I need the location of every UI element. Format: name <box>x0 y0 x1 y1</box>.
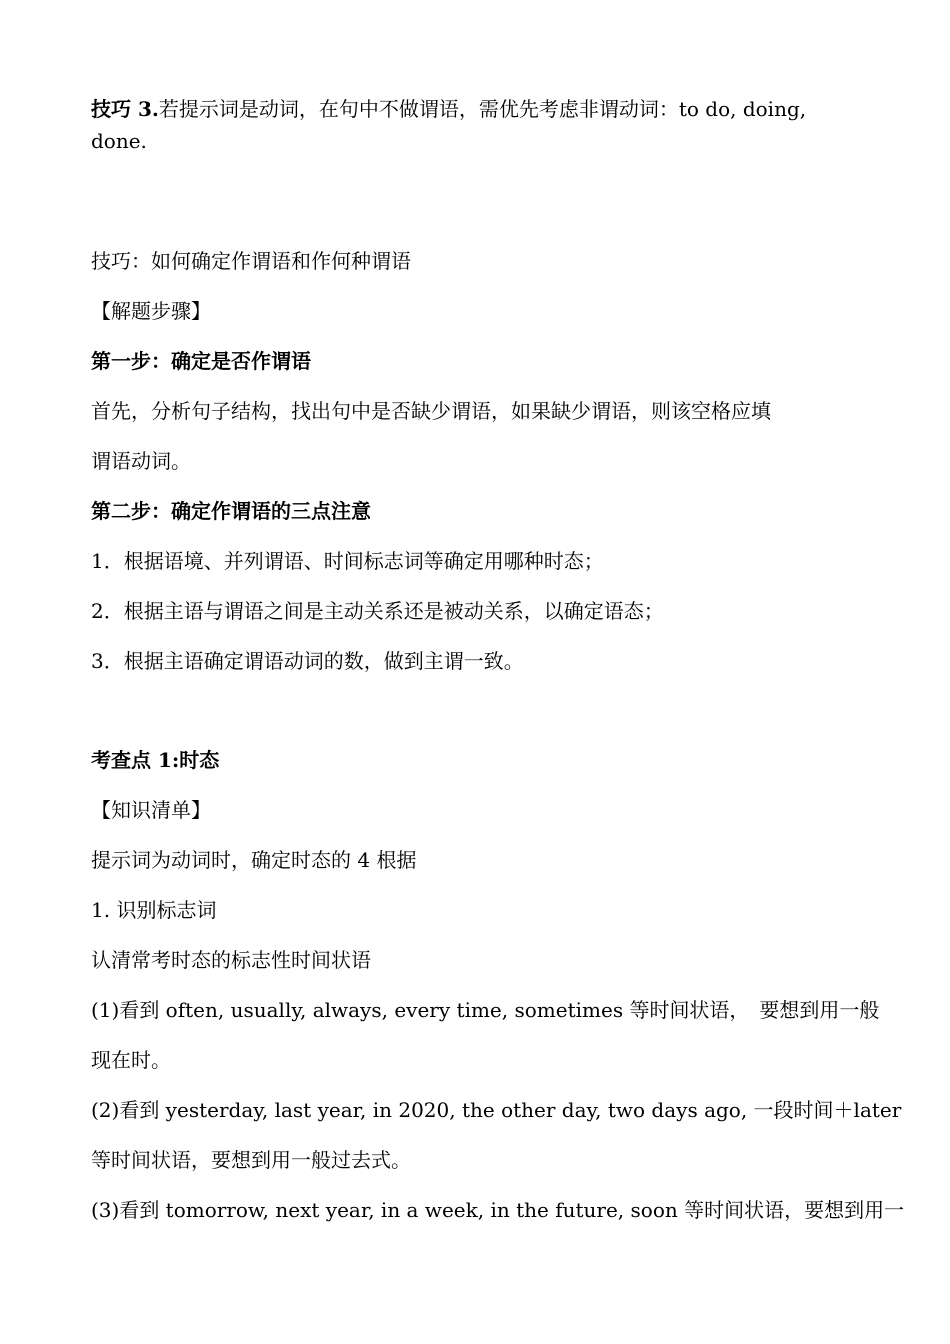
steps-header: 【解题步骤】 <box>91 299 211 323</box>
step2-title: 第二步：确定作谓语的三点注意 <box>91 499 371 523</box>
section-title: 技巧：如何确定作谓语和作何种谓语 <box>91 249 411 273</box>
point1-title: 考查点 1:时态 <box>91 748 220 772</box>
tip3-line2: done. <box>91 129 147 153</box>
step1-title: 第一步：确定是否作谓语 <box>91 349 311 373</box>
sub1-desc: 认清常考时态的标志性时间状语 <box>91 948 371 972</box>
step2-item: 3．根据主语确定谓语动词的数，做到主谓一致。 <box>91 649 524 673</box>
knowledge-header: 【知识清单】 <box>91 798 211 822</box>
tip3-label: 技巧 3. <box>91 97 159 121</box>
sub1-title: 1. 识别标志词 <box>91 898 217 922</box>
rule-line: (1)看到 often, usually, always, every time, sometimes 等时间状语， 要想到用一般 <box>91 998 880 1022</box>
tip3-text: 若提示词是动词，在句中不做谓语，需优先考虑非谓动词：to do, doing, <box>158 97 807 121</box>
step1-text-line2: 谓语动词。 <box>91 449 191 473</box>
rule-line: (3)看到 tomorrow, next year, in a week, in the future, soon 等时间状语，要想到用一 <box>91 1198 905 1222</box>
step2-item: 2．根据主语与谓语之间是主动关系还是被动关系，以确定语态； <box>91 599 664 623</box>
step2-item: 1．根据语境、并列谓语、时间标志词等确定用哪种时态； <box>91 549 604 573</box>
rule-line: (2)看到 yesterday, last year, in 2020, the other day, two days ago, 一段时间＋later <box>91 1098 902 1122</box>
tip3-line1 <box>91 95 806 123</box>
rule-line: 等时间状语，要想到用一般过去式。 <box>91 1148 411 1172</box>
rule-line: 现在时。 <box>91 1048 171 1072</box>
step1-text-line1: 首先，分析句子结构，找出句中是否缺少谓语，如果缺少谓语，则该空格应填 <box>91 399 771 423</box>
point1-intro: 提示词为动词时，确定时态的 4 根据 <box>91 848 417 872</box>
